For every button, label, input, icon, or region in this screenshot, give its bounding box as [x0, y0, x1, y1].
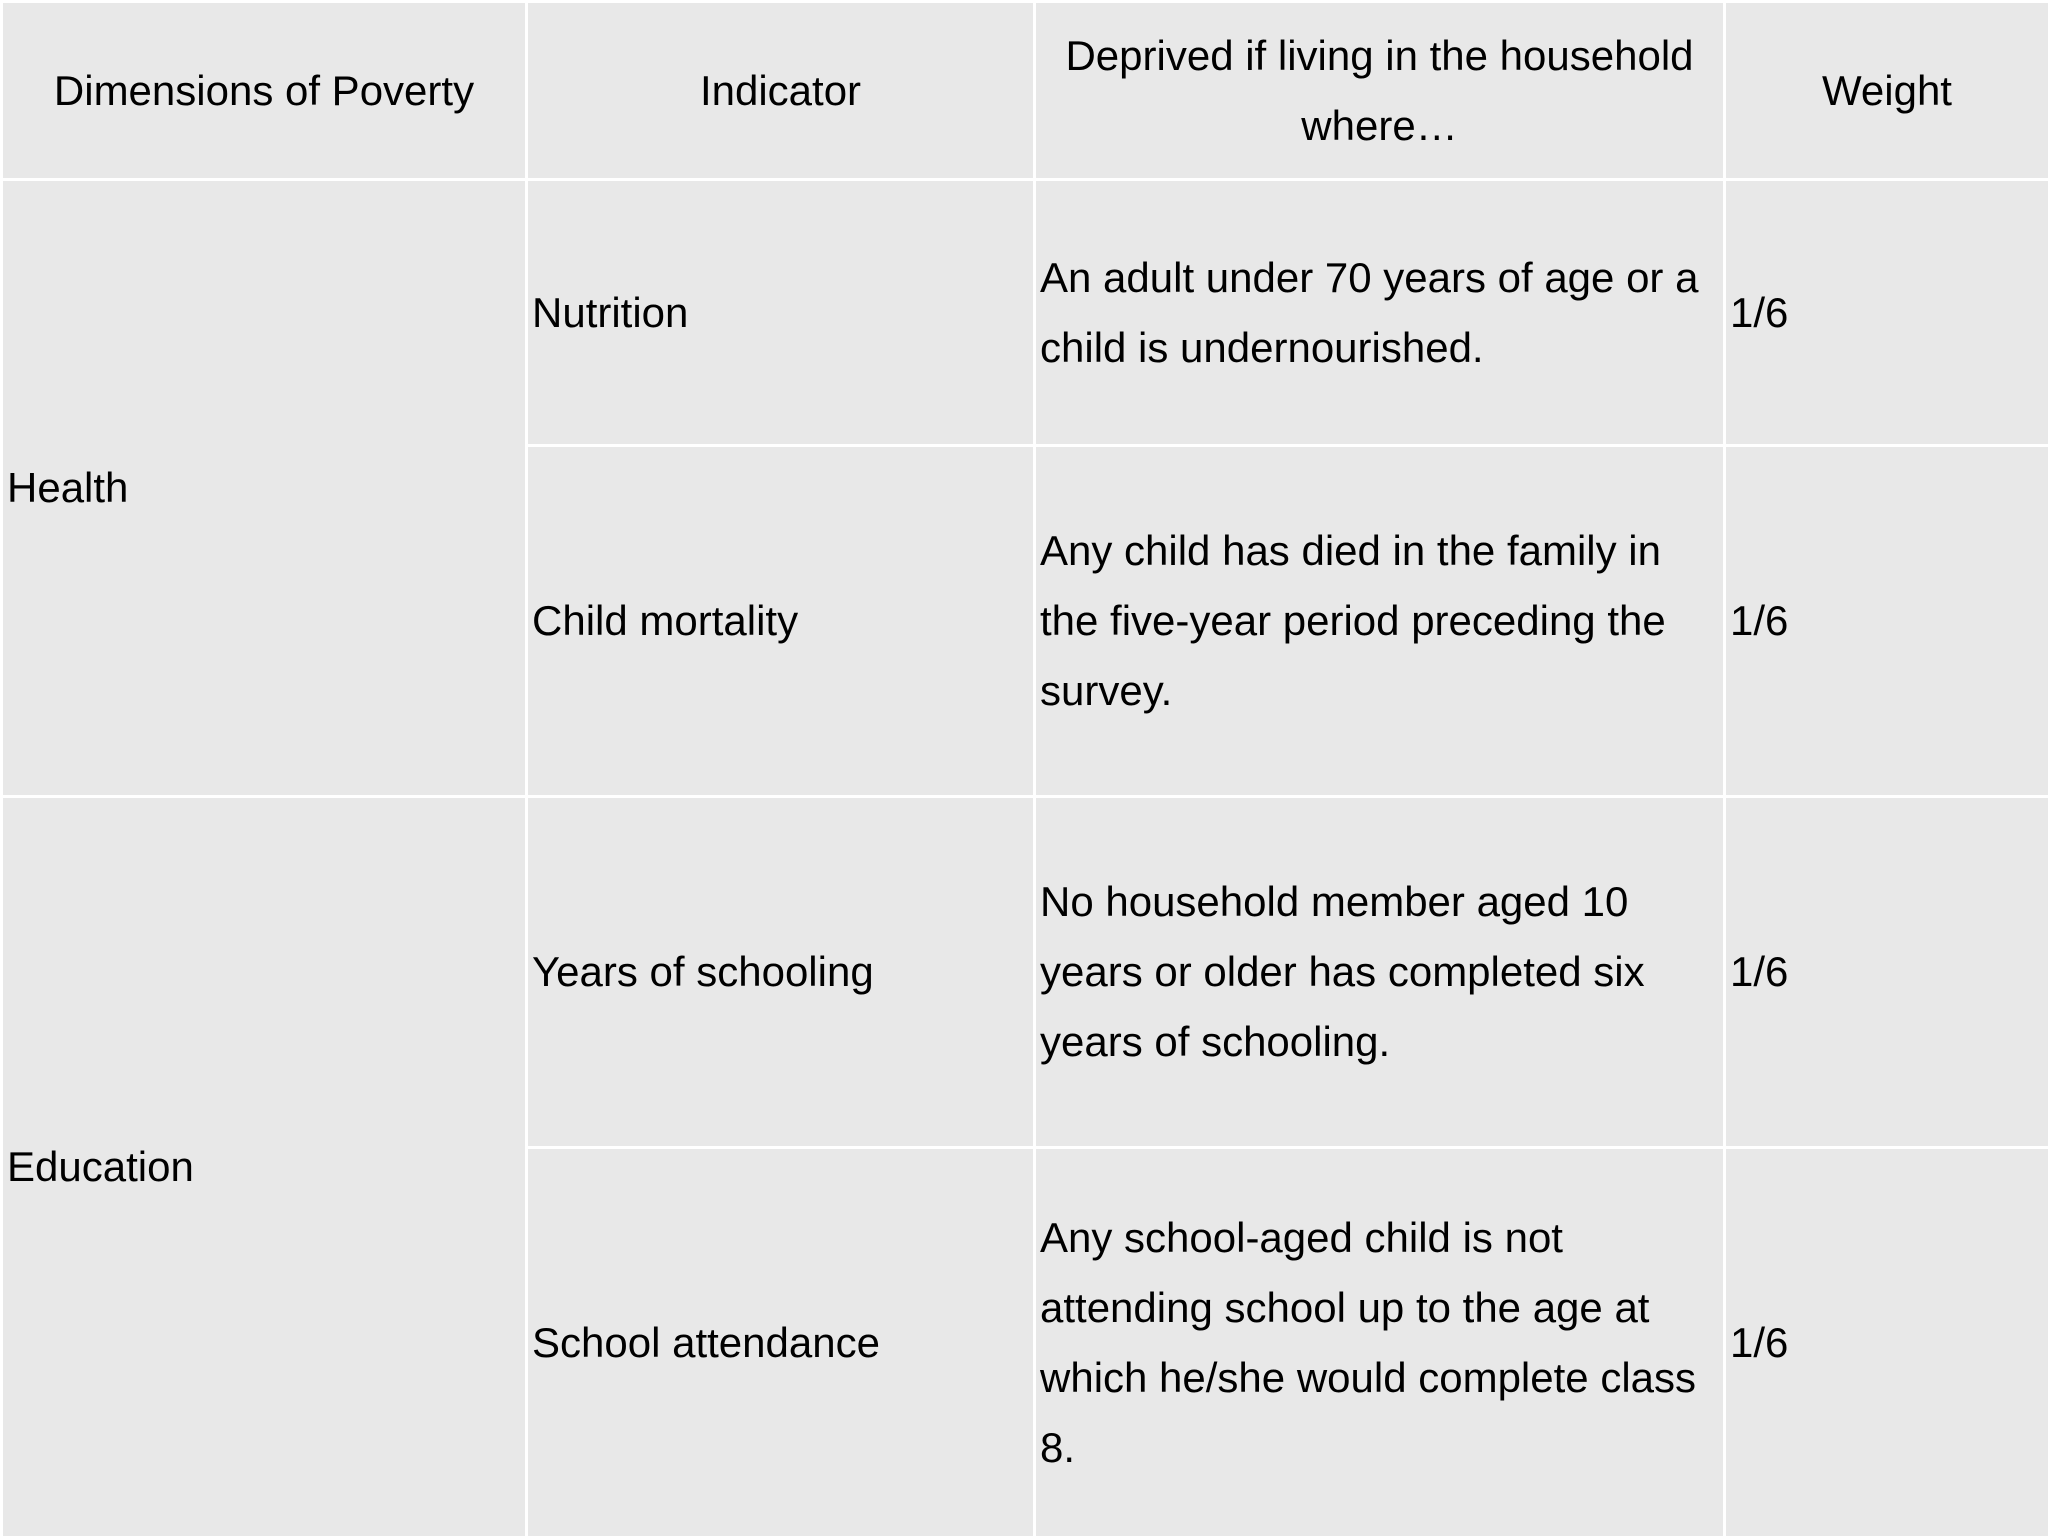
- indicator-years-of-schooling: Years of schooling: [527, 797, 1035, 1148]
- weight-nutrition: 1/6: [1725, 180, 2048, 446]
- deprived-child-mortality: Any child has died in the family in the five-year period preceding the survey.: [1035, 446, 1725, 797]
- header-indicator: Indicator: [527, 2, 1035, 180]
- deprived-school-attendance: Any school-aged child is not attending school up to the age at which he/she would complete class 8.: [1035, 1148, 1725, 1538]
- header-dimensions-of-poverty: Dimensions of Poverty: [2, 2, 527, 180]
- header-deprived-if: Deprived if living in the household where…: [1035, 2, 1725, 180]
- indicator-child-mortality: Child mortality: [527, 446, 1035, 797]
- deprived-years-of-schooling: No household member aged 10 years or older has completed six years of schooling.: [1035, 797, 1725, 1148]
- deprived-nutrition: An adult under 70 years of age or a child is undernourished.: [1035, 180, 1725, 446]
- header-weight: Weight: [1725, 2, 2048, 180]
- dimension-health: Health: [2, 180, 527, 797]
- dimension-education: Education: [2, 797, 527, 1538]
- weight-years-of-schooling: 1/6: [1725, 797, 2048, 1148]
- table-row-years-of-schooling: [2, 797, 2048, 1148]
- weight-school-attendance: 1/6: [1725, 1148, 2048, 1538]
- indicator-nutrition: Nutrition: [527, 180, 1035, 446]
- table-row-nutrition: [2, 180, 2048, 446]
- header-row: [2, 2, 2048, 180]
- weight-child-mortality: 1/6: [1725, 446, 2048, 797]
- indicator-school-attendance: School attendance: [527, 1148, 1035, 1538]
